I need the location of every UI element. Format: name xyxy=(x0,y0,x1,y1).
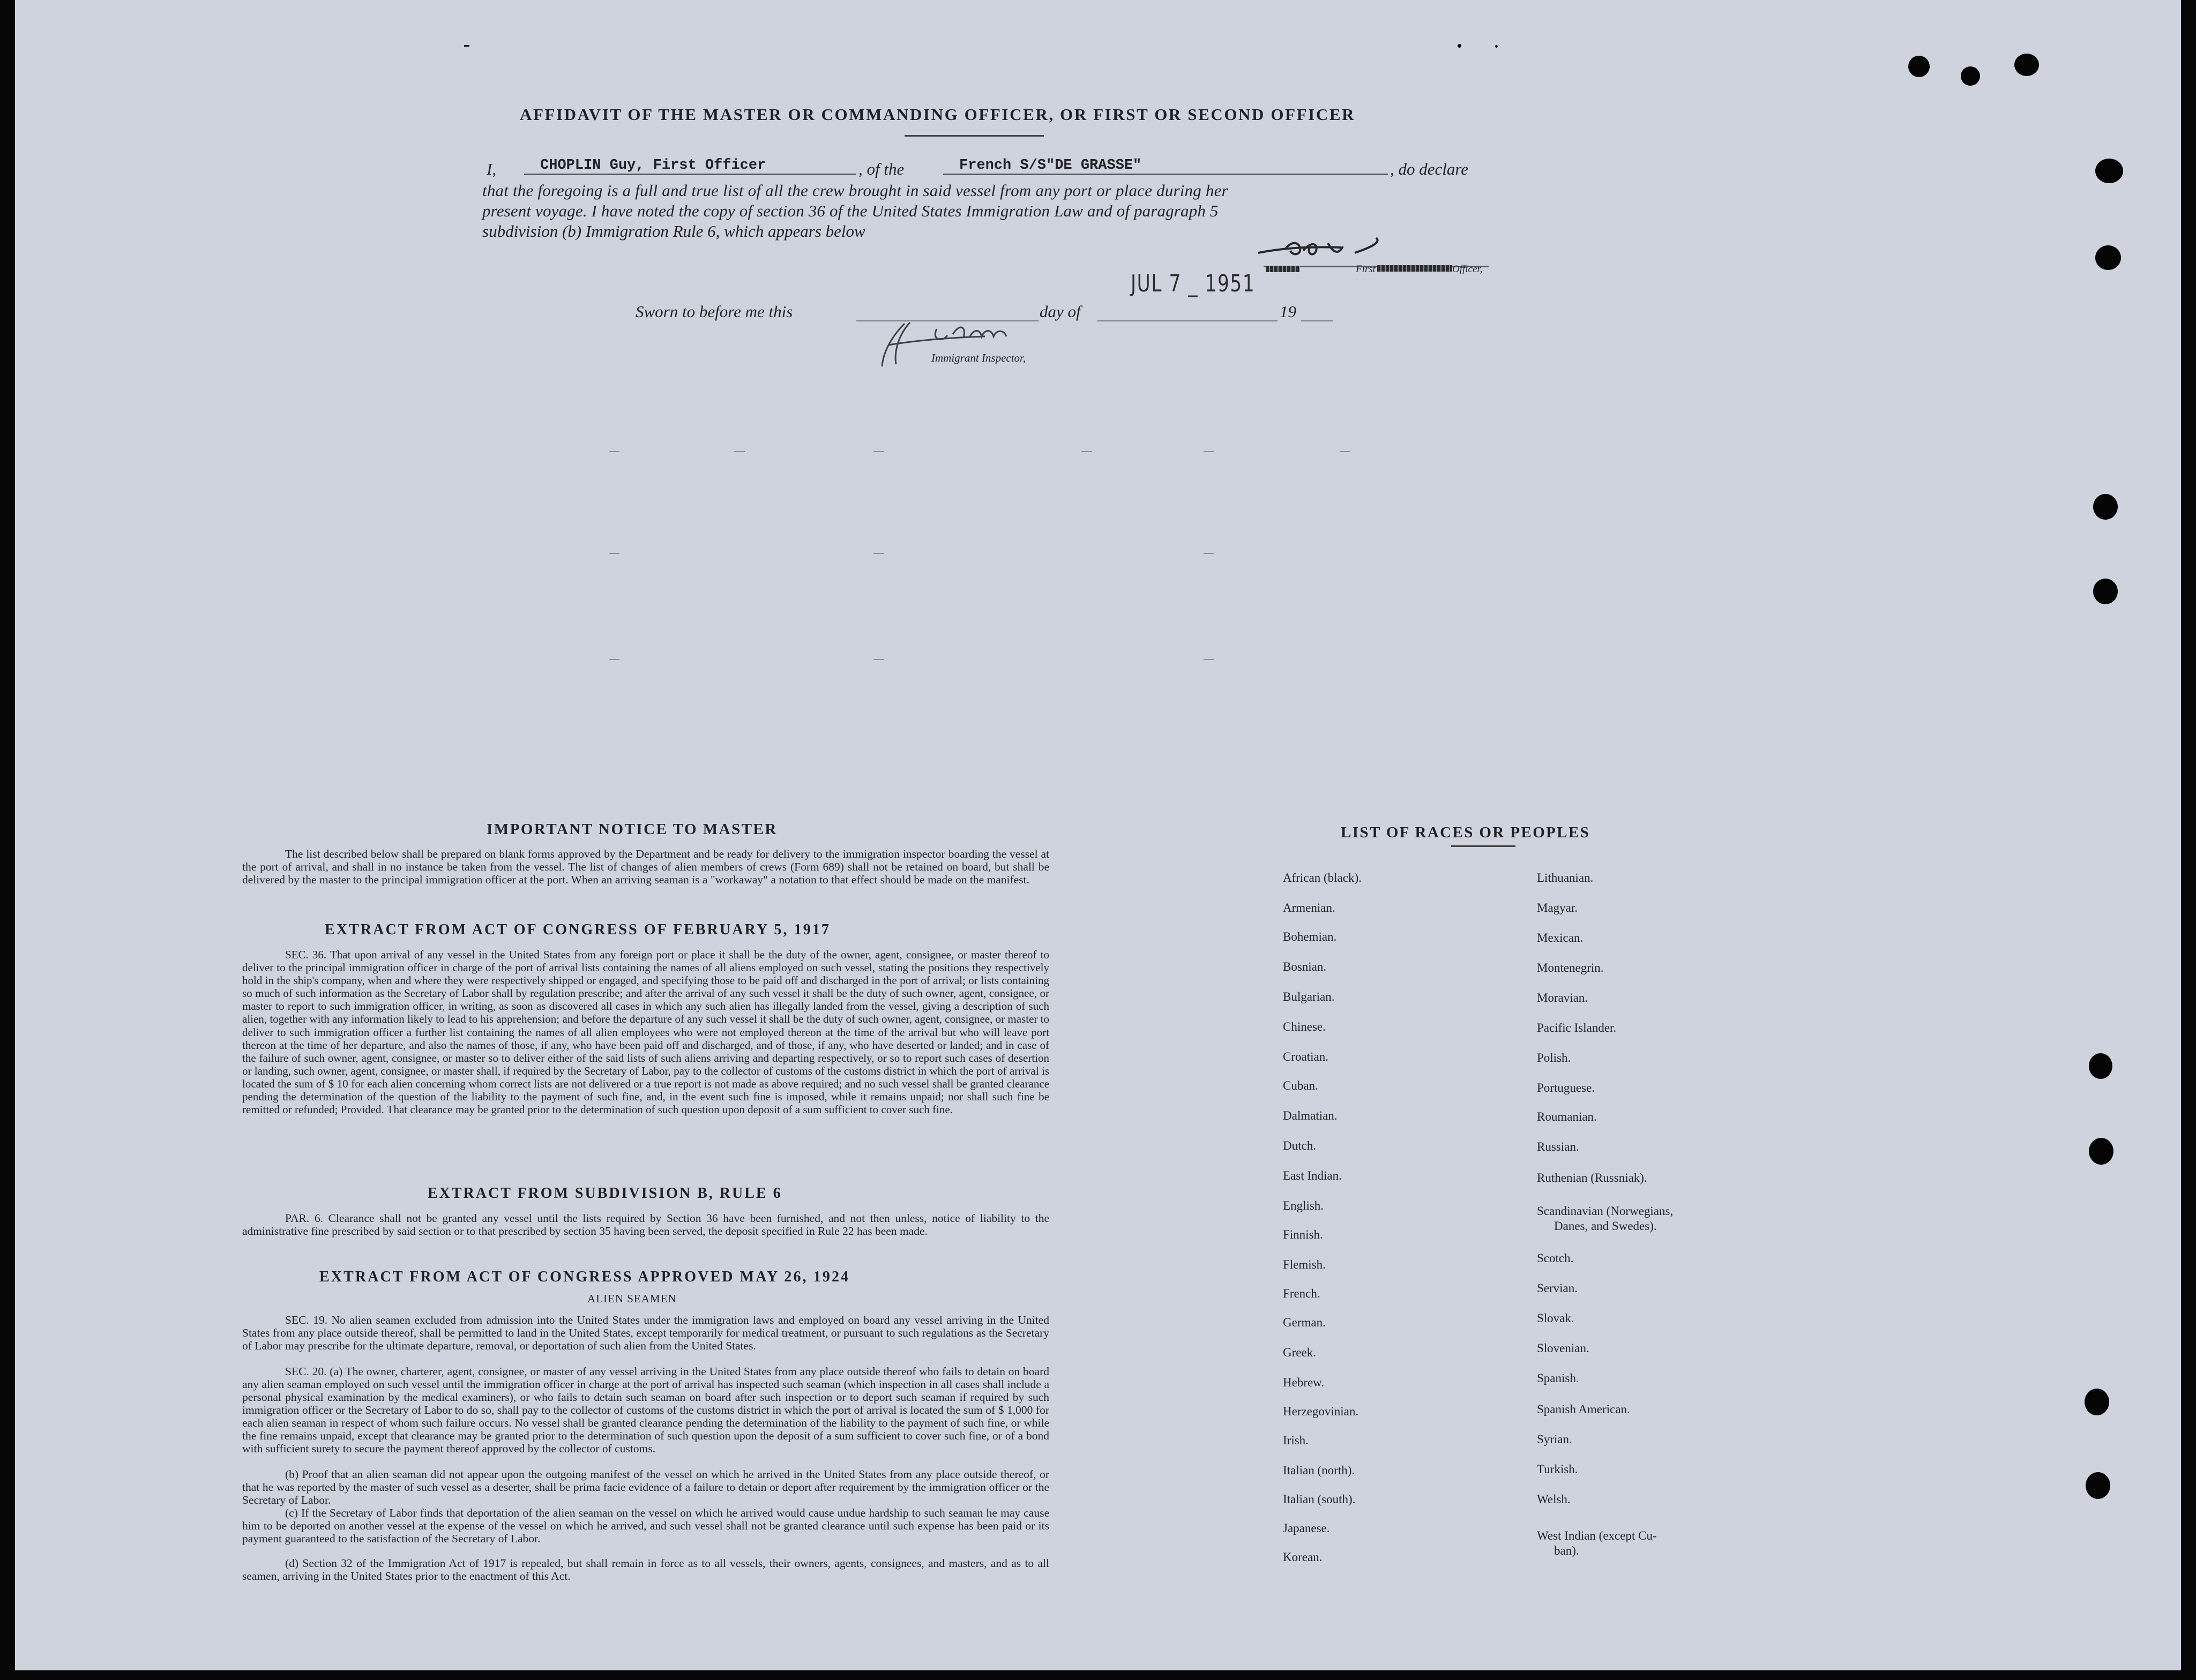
race-item: Italian (south). xyxy=(1283,1492,1356,1506)
extract-1924-sec19 xyxy=(242,1314,1049,1352)
extract-1924-title: EXTRACT FROM ACT OF CONGRESS APPROVED MAY 26, 1924 xyxy=(319,1269,850,1285)
ghost-line xyxy=(1204,553,1214,554)
race-item: Bulgarian. xyxy=(1283,990,1335,1003)
race-item: Ruthenian (Russniak). xyxy=(1537,1171,1647,1184)
race-item: Turkish. xyxy=(1537,1462,1578,1476)
race-item: Spanish American. xyxy=(1537,1402,1630,1416)
race-item: West Indian (except Cu- xyxy=(1537,1529,1657,1542)
ghost-line xyxy=(873,553,884,554)
extract-rule6-title: EXTRACT FROM SUBDIVISION B, RULE 6 xyxy=(428,1185,782,1202)
race-item: African (black). xyxy=(1283,871,1362,884)
race-item: German. xyxy=(1283,1316,1326,1329)
affidavit-title: AFFIDAVIT OF THE MASTER OR COMMANDING OFFICER, OR FIRST OR SECOND OFFICER xyxy=(520,105,1356,124)
punch-hole xyxy=(2086,1472,2110,1499)
day-of-text: day of xyxy=(1040,302,1081,321)
punch-hole xyxy=(2095,245,2121,270)
punch-hole xyxy=(2093,494,2118,520)
ghost-line xyxy=(734,451,745,452)
punch-hole xyxy=(2089,1138,2113,1165)
race-item: Finnish. xyxy=(1283,1228,1323,1241)
year-prefix: 19 xyxy=(1280,302,1296,321)
race-item: Slovenian. xyxy=(1537,1341,1589,1355)
punch-hole xyxy=(2095,159,2123,183)
races-title-rule xyxy=(1451,845,1515,847)
punch-hole xyxy=(1908,56,1930,77)
edge-speck xyxy=(464,45,469,47)
of-the-text: , of the xyxy=(858,160,905,178)
race-item: Portuguese. xyxy=(1537,1081,1595,1094)
race-item: Bosnian. xyxy=(1283,960,1327,973)
extract-1924-sec20b-text: (b) Proof that an alien seaman did not appear upon the outgoing manifest of the vessel on which he arrived in the United States from any place outside thereof, or that he was reported by the master of such vessel as a deserter, shall be prima facie evidence of a failure to detain or deport after requirement by the immigration officer or the Secretary of Labor. xyxy=(242,1468,1049,1506)
race-item: Roumanian. xyxy=(1537,1110,1597,1123)
signature-struck-word-2 xyxy=(1377,265,1452,272)
sworn-text: Sworn to before me this xyxy=(636,302,793,321)
extract-1924-sec20d-text: (d) Section 32 of the Immigration Act of 1917 is repealed, but shall remain in force as to all vessels, their owners, agents, consignees, and masters, and as to all seamen, arriving in the United States prior to the enactment of this Act. xyxy=(242,1557,1049,1582)
signature-struck-word xyxy=(1266,264,1300,275)
punch-hole xyxy=(2085,1389,2109,1415)
race-item: Herzegovinian. xyxy=(1283,1405,1359,1418)
signature-label-first: First xyxy=(1356,264,1376,275)
extract-rule6-body xyxy=(242,1212,1049,1238)
race-item: Croatian. xyxy=(1283,1050,1328,1063)
declaration-line-4: subdivision (b) Immigration Rule 6, which appears below xyxy=(482,222,865,241)
race-item: Danes, and Swedes). xyxy=(1554,1219,1657,1233)
race-item: Welsh. xyxy=(1537,1492,1571,1506)
punch-hole xyxy=(2089,1053,2112,1079)
ghost-line xyxy=(609,451,619,452)
sworn-month-line xyxy=(1097,320,1278,321)
race-item: Flemish. xyxy=(1283,1258,1326,1271)
extract-rule6-body-text: PAR. 6. Clearance shall not be granted any vessel until the lists required by Section 36 have been furnished, and not then unless, notice of liability to the administrative fine prescribed by said section or to that prescribed by section 35 having been served, the deposit specified in Rule 22 has been made. xyxy=(242,1212,1049,1238)
ghost-line xyxy=(609,553,619,554)
notice-body xyxy=(242,848,1049,886)
ghost-line xyxy=(609,659,619,660)
race-item: Hebrew. xyxy=(1283,1376,1325,1389)
date-stamp: JUL 7 _ 1951 xyxy=(1131,270,1256,297)
race-item: Greek. xyxy=(1283,1346,1316,1359)
race-item: Japanese. xyxy=(1283,1521,1330,1535)
edge-speck xyxy=(1458,44,1461,48)
extract-1917-body xyxy=(242,948,1049,1116)
punch-hole xyxy=(2014,54,2039,76)
ghost-line xyxy=(1340,451,1350,452)
ghost-line xyxy=(1204,451,1214,452)
title-rule xyxy=(905,135,1044,137)
race-item: Spanish. xyxy=(1537,1371,1579,1385)
punch-hole xyxy=(2093,579,2118,604)
race-item: Mexican. xyxy=(1537,931,1583,944)
race-item: Dalmatian. xyxy=(1283,1109,1338,1122)
race-item: ban). xyxy=(1554,1544,1579,1557)
notice-body-text: The list described below shall be prepared on blank forms approved by the Department and be ready for delivery to the immigration inspector boarding the vessel at the port of arrival, and shall in no instance be taken from the vessel. The list of changes of alien members of crews (Form 689) shall not be retained on board, but shall be delivered by the master to the principal immigration officer at the port. When an arriving seaman is a "workaway" a notation to that effect should be made on the manifest. xyxy=(242,848,1049,886)
extract-1924-subtitle: ALIEN SEAMEN xyxy=(587,1292,677,1305)
sworn-year-line xyxy=(1301,320,1333,321)
ghost-line xyxy=(1081,451,1092,452)
extract-1917-title: EXTRACT FROM ACT OF CONGRESS OF FEBRUARY 5, 1917 xyxy=(325,921,831,938)
extract-1924-sec20c xyxy=(242,1506,1049,1545)
race-item: Pacific Islander. xyxy=(1537,1021,1617,1034)
race-item: Magyar. xyxy=(1537,901,1578,914)
ghost-line xyxy=(873,659,884,660)
document-page xyxy=(15,0,2181,1670)
race-item: Dutch. xyxy=(1283,1139,1316,1152)
extract-1917-body-text: SEC. 36. That upon arrival of any vessel in the United States from any foreign port or place it shall be the duty of the owner, agent, consignee, or master thereof to deliver to the principal immigration officer in charge of the port of arrival lists containing the names of all aliens employed on such vessel, stating the positions they respectively hold in the ship's company, when and where they were respectively shipped or engaged, and specifying those to be paid off and discharged in the port of arrival; or lists containing so much of such information as the Secretary of Labor shall by regulation prescribe; and after the arrival of any such vessel it shall be the duty of such owner, agent, consignee, or master to report to such immigration officer, in writing, as soon as discovered all cases in which any such alien has illegally landed from the vessel, giving a description of such alien, together with any information likely to lead to his apprehension; and before the departure of any such vessel it shall be the duty of such owner, agent, consignee, or master to deliver to such immigration officer a further list containing the names of all alien employees who were not employed thereon at the time of the arrival but who will leave port thereon at the time of her departure, and also the names of those, if any, who have been paid off and discharged, and of those, if any, who have deserted or landed; and in case of the failure of such owner, agent, consignee, or master so to deliver either of the said lists of such aliens arriving and departing respectively, or so to report such cases of desertion or landing, such owner, agent, consignee, or master shall, if required by the Secretary of Labor, pay to the collector of customs of the customs district in which the port of arrival is located the sum of $ 10 for each alien concerning whom correct lists are not delivered or a true report is not made as above required; and no such vessel shall be granted clearance pending the determination of the question of the liability to the payment of such fine, and, in the event such fine is imposed, while it remains unpaid; nor shall such fine be remitted or refunded; Provided. That clearance may be granted prior to the determination of such question upon deposit of a sum sufficient to cover such fine. xyxy=(242,948,1049,1116)
race-item: Armenian. xyxy=(1283,901,1335,914)
race-item: Servian. xyxy=(1537,1281,1578,1295)
ghost-line xyxy=(1204,659,1214,660)
ghost-line xyxy=(873,451,884,452)
race-item: Scandinavian (Norwegians, xyxy=(1537,1204,1674,1218)
race-item: Cuban. xyxy=(1283,1079,1318,1092)
race-item: East Indian. xyxy=(1283,1169,1342,1182)
vessel-name-field: French S/S"DE GRASSE" xyxy=(943,158,1388,175)
race-item: Bohemian. xyxy=(1283,930,1337,943)
officer-name-field: CHOPLIN Guy, First Officer xyxy=(524,158,856,175)
inspector-label: Immigrant Inspector, xyxy=(931,351,1026,364)
race-item: Irish. xyxy=(1283,1434,1309,1447)
race-item: Syrian. xyxy=(1537,1432,1572,1446)
race-item: Montenegrin. xyxy=(1537,961,1604,974)
race-item: Russian. xyxy=(1537,1140,1579,1153)
edge-speck xyxy=(1495,45,1498,48)
race-item: English. xyxy=(1283,1199,1324,1212)
extract-1924-sec19-text: SEC. 19. No alien seamen excluded from admission into the United States under the immigration laws and employed on board any vessel arriving in the United States from any place outside thereof, shall be permitted to land in the United States, except temporarily for medical treatment, or pursuant to such regulations as the Secretary of Labor may prescribe for the ultimate departure, removal, or deportation of such alien from the United States. xyxy=(242,1314,1049,1352)
races-title: LIST OF RACES OR PEOPLES xyxy=(1341,824,1590,841)
declaration-line-2: that the foregoing is a full and true list of all the crew brought in said vessel from any port or place during her xyxy=(482,181,1228,200)
declaration-line-3: present voyage. I have noted the copy of section 36 of the United States Immigration Law and of paragraph 5 xyxy=(482,201,1219,220)
race-item: French. xyxy=(1283,1287,1320,1300)
extract-1924-sec20c-text: (c) If the Secretary of Labor finds that deportation of the alien seaman on the vessel on which he arrived would cause undue hardship to such seaman he may cause him to be deported on another vessel at the expense of the vessel on which he arrived, and such vessel shall not be granted clearance until such expense has been paid or its payment guaranteed to the satisfaction of the Secretary of Labor. xyxy=(242,1506,1049,1545)
extract-1924-sec20a-text: SEC. 20. (a) The owner, charterer, agent, consignee, or master of any vessel arriving in the United States from any place outside thereof who fails to detain on board any alien seaman employed on such vessel until the immigration officer in charge at the port of arrival has inspected such seaman (which inspection in all cases shall include a personal physical examination by the medical examiners), or who fails to detain such seaman on board after such inspection or to deport such seaman if required by such immigration officer or the Secretary of Labor to do so, shall pay to the collector of customs of the customs district in which the port of arrival is located the sum of $ 1,000 for each alien seaman in respect of whom such failure occurs. No vessel shall be granted clearance pending the determination of the liability to the payment of such fine, or while the fine remains unpaid, except that clearance may be granted prior to the determination of such question upon the deposit of a sum sufficient to cover such fine, or of a bond with sufficient surety to secure the payment thereof approved by the collector of customs. xyxy=(242,1365,1049,1455)
race-item: Moravian. xyxy=(1537,991,1588,1004)
race-item: Scotch. xyxy=(1537,1251,1574,1265)
extract-1924-sec20a xyxy=(242,1365,1049,1455)
notice-title: IMPORTANT NOTICE TO MASTER xyxy=(487,821,778,838)
race-item: Slovak. xyxy=(1537,1311,1574,1325)
race-item: Korean. xyxy=(1283,1550,1323,1564)
declaration-pronoun: I, xyxy=(487,160,497,178)
race-item: Italian (north). xyxy=(1283,1464,1355,1477)
extract-1924-sec20d xyxy=(242,1557,1049,1582)
do-declare-text: , do declare xyxy=(1390,160,1469,178)
punch-hole xyxy=(1961,66,1980,86)
officer-signature xyxy=(1248,231,1451,264)
race-item: Chinese. xyxy=(1283,1020,1326,1033)
race-item: Lithuanian. xyxy=(1537,871,1594,884)
extract-1924-sec20b xyxy=(242,1468,1049,1506)
race-item: Polish. xyxy=(1537,1051,1571,1064)
signature-label-officer: Officer, xyxy=(1452,264,1483,275)
